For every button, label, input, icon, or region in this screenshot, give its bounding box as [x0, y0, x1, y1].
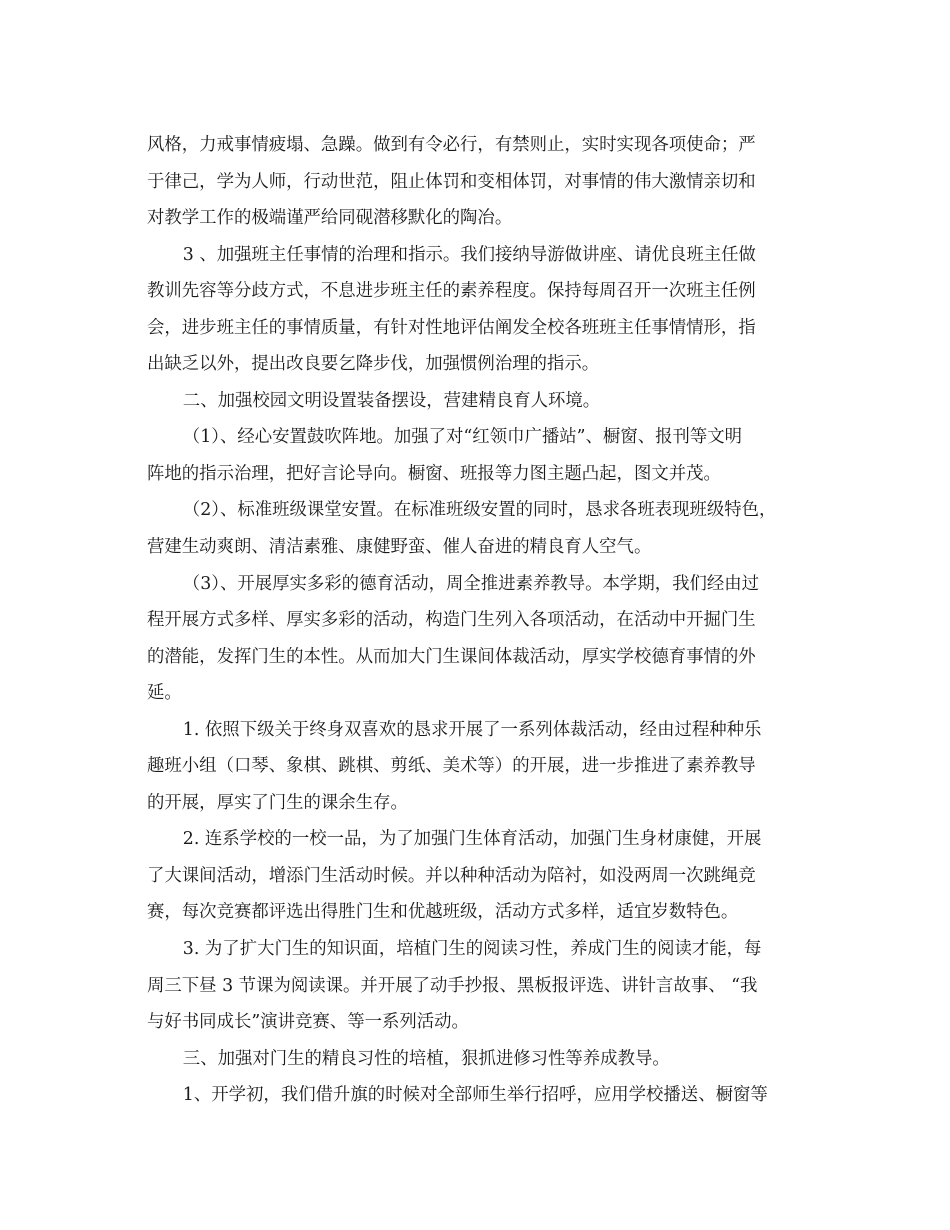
text-line: 趣班小组（口琴、象棋、跳棋、剪纸、美术等）的开展，进一步推进了素养教导: [147, 756, 756, 777]
text-line: 营建生动爽朗、清洁素雅、康健野蛮、催人奋进的精良育人空气。: [147, 537, 652, 558]
text-line: （1）、经心安置鼓吹阵地。加强了对“红领巾广播站”、橱窗、报刊等文明: [182, 427, 743, 448]
text-line: 三、加强对门生的精良习性的培植，狠抓进修习性等养成教导。: [182, 1048, 670, 1069]
text-line: 1. 依照下级关于终身双喜欢的恳求开展了一系列体裁活动，经由过程种种乐: [182, 719, 762, 740]
text-line: 的潜能，发挥门生的本性。从而加大门生课间体裁活动，厚实学校德育事情的外: [147, 646, 756, 667]
text-line: 程开展方式多样、厚实多彩的活动，构造门生列入各项活动，在活动中开掘门生: [147, 610, 756, 631]
text-line: 3 、加强班主任事情的治理和指示。我们接纳导游做讲座、请优良班主任做: [182, 244, 756, 265]
text-line: （3）、开展厚实多彩的德育活动，周全推进素养教导。本学期，我们经由过: [182, 573, 760, 594]
text-line: 延。: [147, 683, 182, 704]
text-line: 2. 连系学校的一校一品，为了加强门生体育活动，加强门生身材康健，开展: [182, 829, 762, 850]
text-line: 赛，每次竞赛都评选出得胜门生和优越班级，活动方式多样，适宜岁数特色。: [147, 902, 739, 923]
document-body: [147, 127, 811, 1114]
text-line: 会，进步班主任的事情质量，有针对性地评估阐发全校各班班主任事情情形，指: [147, 317, 756, 338]
text-line: 教训先容等分歧方式，不息进步班主任的素养程度。保持每周召开一次班主任例: [147, 281, 756, 302]
text-line: 3. 为了扩大门生的知识面，培植门生的阅读习性，养成门生的阅读才能，每: [182, 939, 762, 960]
text-line: 周三下昼 3 节课为阅读课。并开展了动手抄报、黑板报评选、讲针言故事、 “我: [147, 975, 758, 996]
text-line: 了大课间活动，增添门生活动时候。并以种种活动为陪衬，如没两周一次跳绳竞: [147, 865, 756, 886]
text-line: 出缺乏以外，提出改良要乞降步伐，加强惯例治理的指示。: [147, 354, 600, 375]
text-line: 阵地的指示治理，把好言论导向。橱窗、班报等力图主题凸起，图文并茂。: [147, 463, 721, 484]
text-line: 1、开学初，我们借升旗的时候对全部师生举行招呼，应用学校播送、橱窗等: [182, 1085, 768, 1106]
text-line: 二、加强校园文明设置装备摆设，营建精良育人环境。: [182, 390, 601, 411]
text-line: （2）、标准班级课堂安置。在标准班级安置的同时，恳求各班表现班级特色，: [182, 500, 777, 521]
text-line: 于律己，学为人师，行动世范，阻止体罚和变相体罚，对事情的伟大激情亲切和: [147, 171, 756, 192]
text-line: 风格，力戒事情疲塌、急躁。做到有令必行，有禁则止，实时实现各项使命；严: [147, 135, 756, 155]
text-line: 与好书同成长”演讲竞赛、等一系列活动。: [147, 1012, 469, 1033]
text-line: 对教学工作的极端谨严给同砚潜移默化的陶冶。: [147, 208, 513, 229]
text-line: 的开展，厚实了门生的课余生存。: [147, 792, 408, 813]
